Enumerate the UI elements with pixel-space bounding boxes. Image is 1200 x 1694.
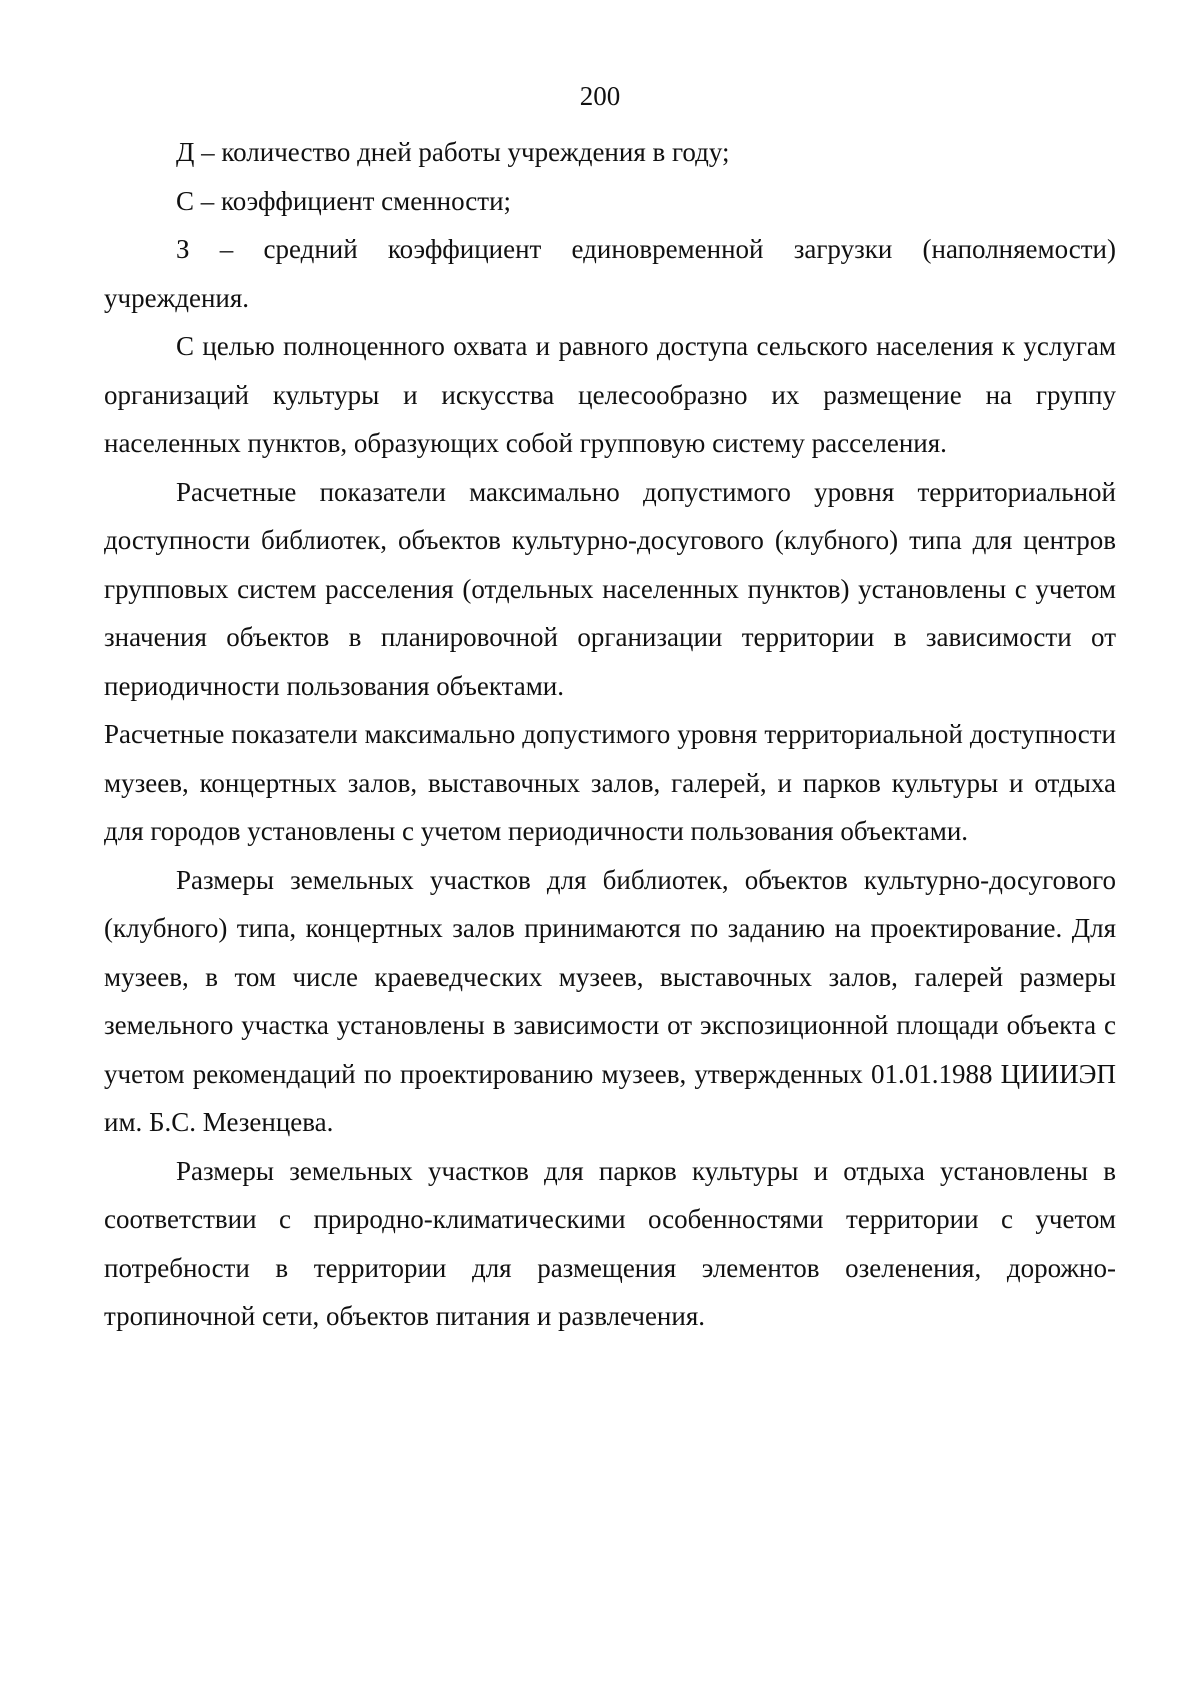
paragraph-libraries-accessibility: Расчетные показатели максимально допустимого уровня территориальной доступности библиотек, объектов культурно-досугового (клубного) типа для центров групповых систем расселения (отдельных населенных пунктов) установлены с учетом значения объектов в планировочной организации территории в зависимости от периодичности пользования объектами.	[104, 476, 1116, 701]
paragraph-load-coefficient: З – средний коэффициент единовременной загрузки (наполняемости) учреждения.	[104, 234, 1116, 313]
paragraph-days: Д – количество дней работы учреждения в году;	[176, 137, 730, 167]
paragraph-parks-land-plots: Размеры земельных участков для парков культуры и отдыха установлены в соответствии с природно-климатическими особенностями территории с учетом потребности в территории для размещения элементов озеленения, дорожно-тропиночной сети, объектов питания и развлечения.	[104, 1155, 1116, 1331]
paragraph-land-plot-sizes: Размеры земельных участков для библиотек, объектов культурно-досугового (клубного) типа, концертных залов принимаются по заданию на проектирование. Для музеев, в том числе краеведческих музеев, выставочных залов, галерей размеры земельного участка установлены в зависимости от экспозиционной площади объекта с учетом рекомендаций по проектированию музеев, утвержденных 01.01.1988 ЦИИИЭП им. Б.С. Мезенцева.	[104, 864, 1116, 1137]
paragraph-shift-coefficient: С – коэффициент сменности;	[176, 185, 512, 216]
document-body	[104, 128, 1116, 1341]
paragraph-rural-access: С целью полноценного охвата и равного доступа сельского населения к услугам организаций культуры и искусства целесообразно их размещение на группу населенных пунктов, образующих собой групповую систему расселения.	[104, 331, 1116, 458]
paragraph-museums-accessibility: Расчетные показатели максимально допустимого уровня территориальной доступности музеев, концертных залов, выставочных залов, галерей, и парков культуры и отдыха для городов установлены с учетом периодичности пользования объектами.	[104, 719, 1116, 846]
page-number: 200	[579, 81, 621, 111]
